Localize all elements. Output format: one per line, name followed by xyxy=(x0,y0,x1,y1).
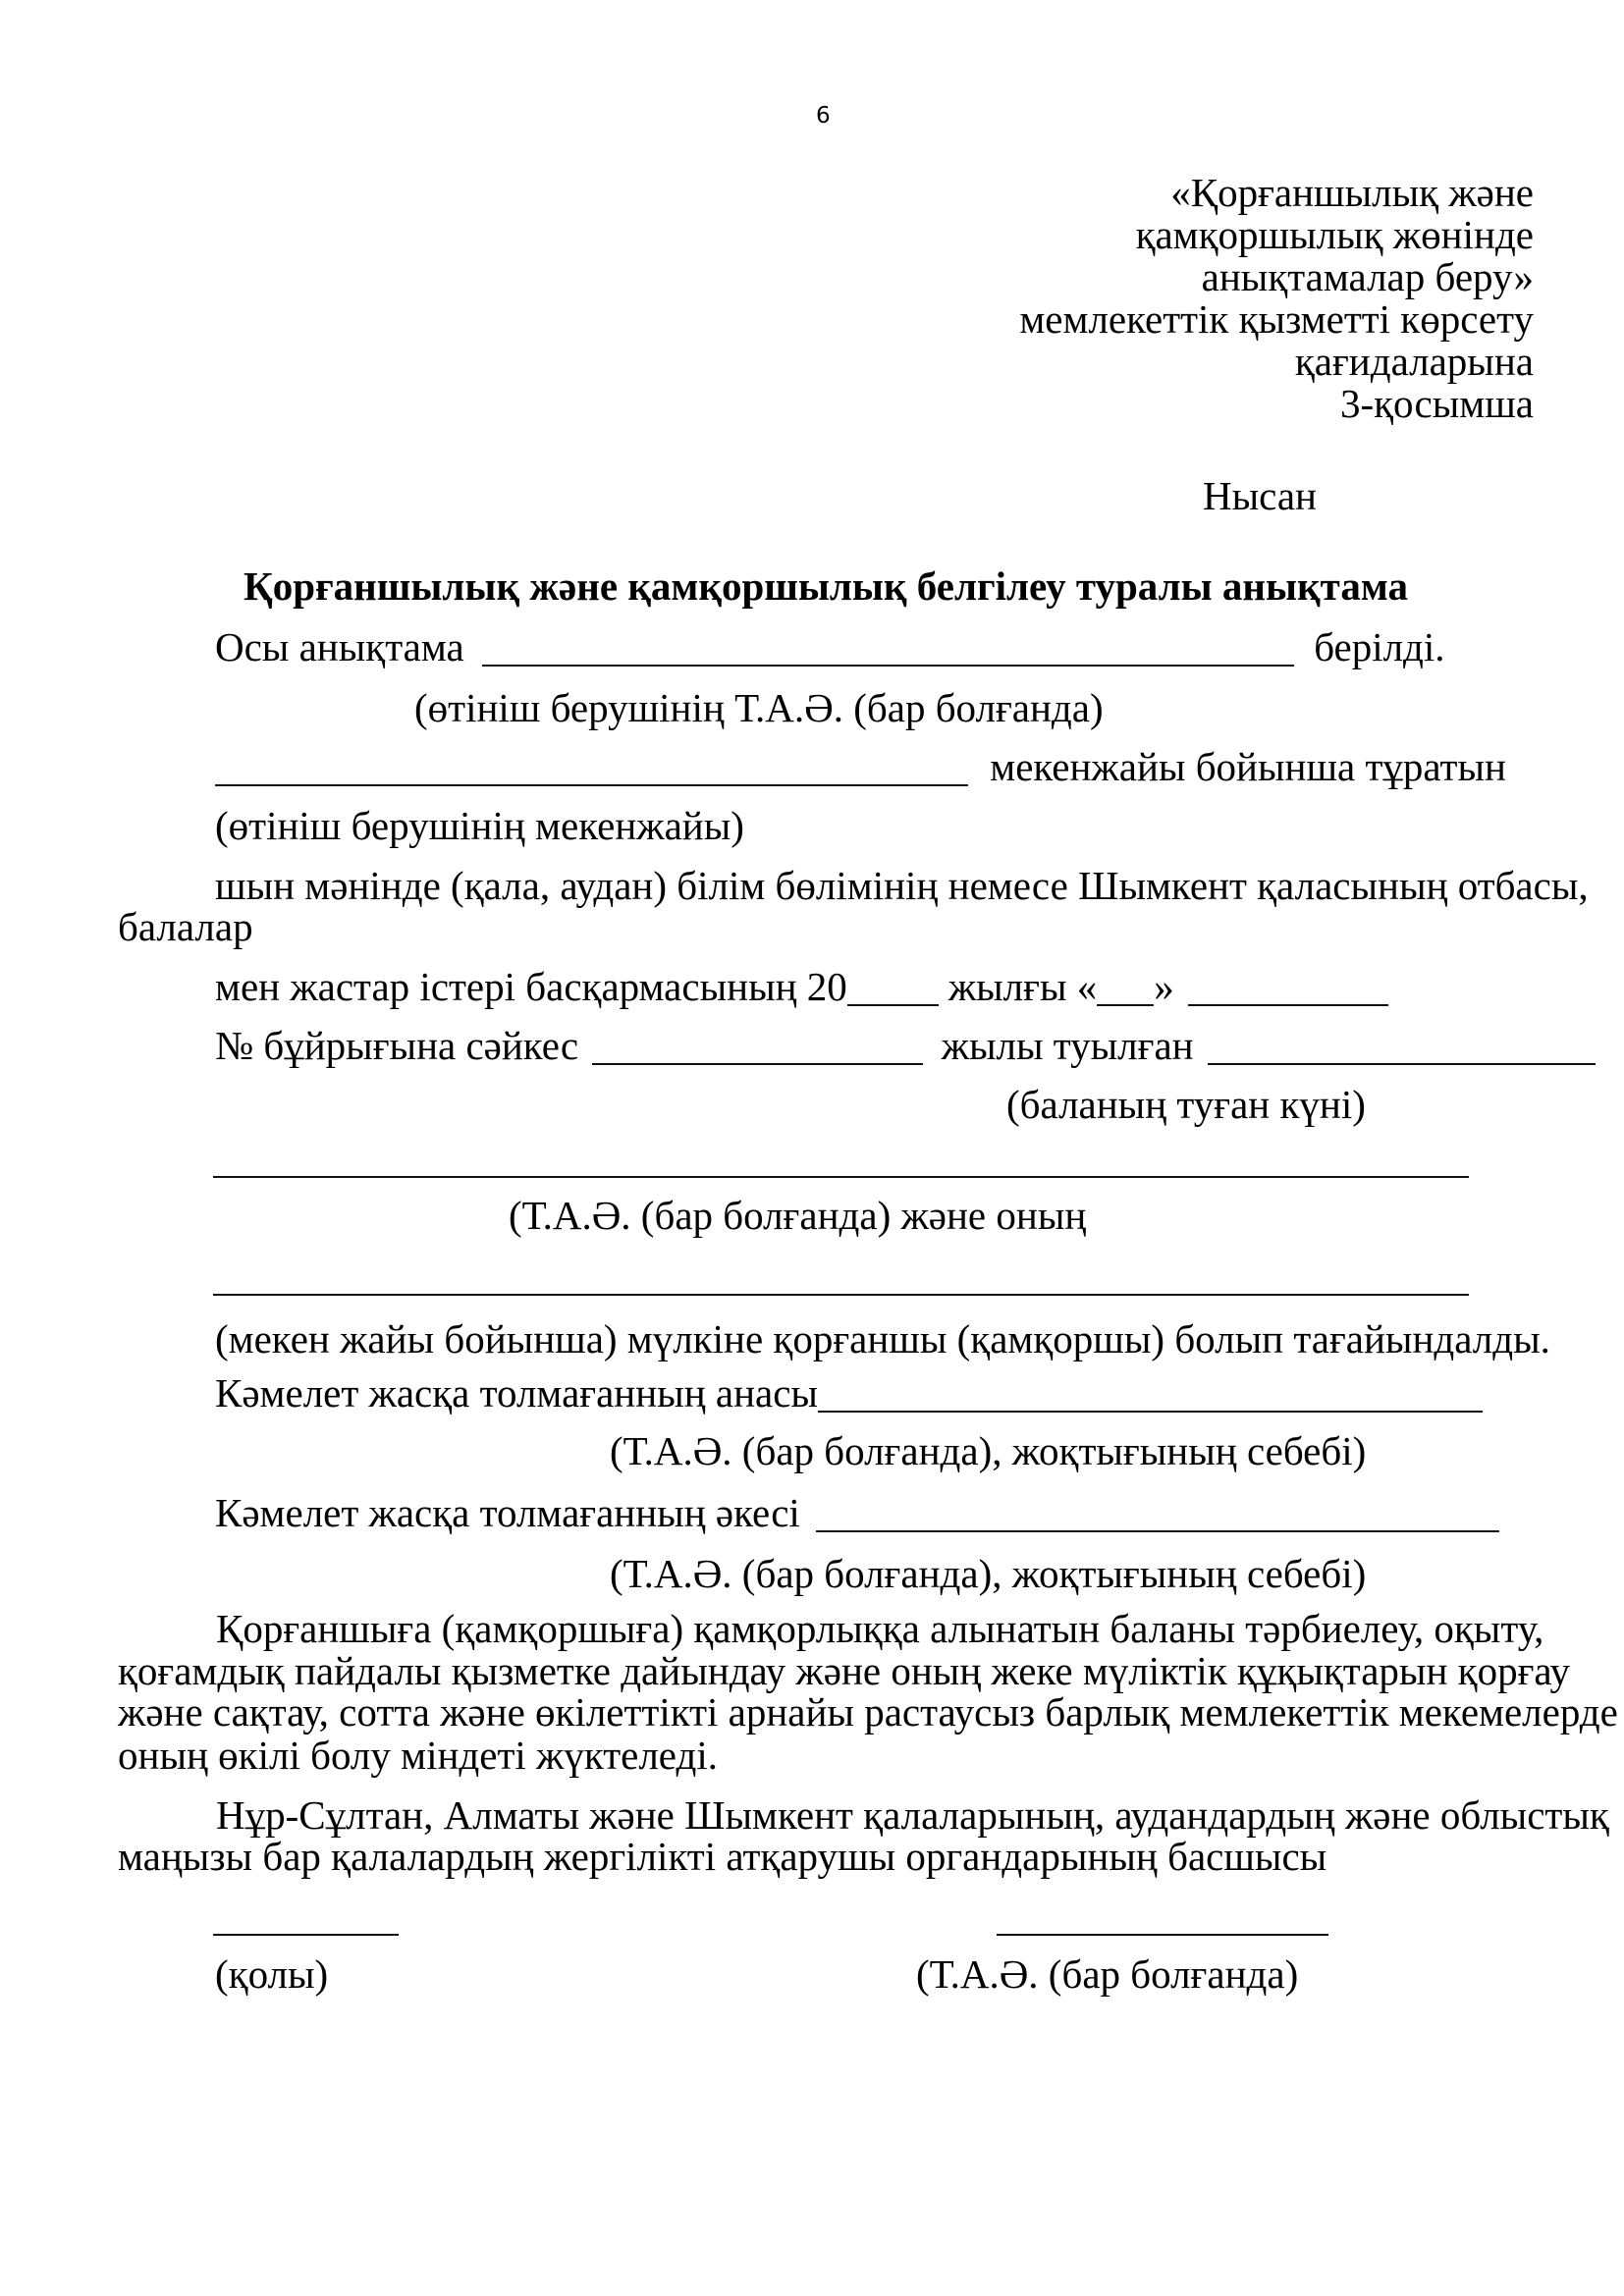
signature-caption: (қолы) xyxy=(215,1951,329,1997)
applicant-name-suffix: берілді. xyxy=(1314,624,1445,669)
mother-caption: (Т.А.Ә. (бар болғанда), жоқтығының себебі) xyxy=(610,1428,1367,1473)
signature-field[interactable] xyxy=(213,1934,399,1936)
applicant-address-field[interactable] xyxy=(215,783,968,786)
order-year-label: жылғы « xyxy=(947,964,1098,1009)
applicant-address-row xyxy=(215,744,1506,789)
signatory-name-field[interactable] xyxy=(997,1934,1328,1936)
duties-line: және сақтау, сотта және өкілеттікті арнайы растаусыз барлық мемлекеттік мекемелерде xyxy=(118,1689,1618,1735)
applicant-address-suffix: мекенжайы бойынша тұратын xyxy=(990,744,1506,789)
father-caption: (Т.А.Ә. (бар болғанда), жоқтығының себебі) xyxy=(610,1551,1367,1596)
child-name-field[interactable] xyxy=(213,1176,1469,1178)
order-number-prefix: № бұйрығына сәйкес xyxy=(215,1023,579,1068)
header-reference-line: қағидаларына xyxy=(1294,339,1534,384)
header-reference-line: 3-қосымша xyxy=(1339,381,1534,426)
applicant-address-caption: (өтініш берушінің мекенжайы) xyxy=(215,803,744,848)
order-number-field[interactable] xyxy=(592,1062,923,1065)
form-label: Нысан xyxy=(1203,473,1317,518)
mother-field[interactable] xyxy=(818,1410,1483,1413)
applicant-name-field[interactable] xyxy=(482,664,1294,667)
born-label: жылы туылған xyxy=(941,1023,1194,1068)
order-date-prefix: мен жастар істері басқармасының 20 xyxy=(215,964,847,1009)
signatory-name-caption: (Т.А.Ә. (бар болғанда) xyxy=(916,1951,1299,1997)
father-label: Кәмелет жасқа толмағанның әкесі xyxy=(215,1490,800,1535)
header-reference-line: мемлекеттік қызметті көрсету xyxy=(1019,296,1534,342)
order-month-field[interactable] xyxy=(1188,1003,1388,1006)
applicant-name-row xyxy=(215,624,1445,669)
applicant-name-caption: (өтініш берушінің Т.А.Ә. (бар болғанда) xyxy=(414,685,1104,730)
order-number-row xyxy=(215,1023,1596,1068)
order-year-field[interactable] xyxy=(847,1003,939,1006)
signatory-line: Нұр-Сұлтан, Алматы және Шымкент қалаларының, аудандардың және облыстық xyxy=(216,1792,1609,1838)
child-name-caption: (Т.А.Ә. (бар болғанда) және оның xyxy=(509,1193,1087,1238)
father-field[interactable] xyxy=(816,1529,1499,1532)
header-reference-line: қамқоршылық жөнінде xyxy=(1135,212,1534,257)
property-caption: (мекен жайы бойынша) мүлкіне қорғаншы (қамқоршы) болып тағайындалды. xyxy=(215,1316,1550,1362)
signatory-line: маңызы бар қалалардың жергілікті атқарушы органдарының басшысы xyxy=(118,1834,1327,1879)
mother-label: Кәмелет жасқа толмағанның анасы xyxy=(215,1370,818,1415)
order-day-field[interactable] xyxy=(1097,1003,1154,1006)
duties-line: оның өкілі болу міндеті жүктеледі. xyxy=(118,1733,718,1778)
department-text-line: шын мәнінде (қала, аудан) білім бөлімінің немесе Шымкент қаласының отбасы, xyxy=(215,863,1589,908)
duties-line: Қорғаншыға (қамқоршыға) қамқорлыққа алынатын баланы тәрбиелеу, оқыту, xyxy=(216,1606,1544,1651)
department-text-line-wrap: балалар xyxy=(118,904,253,949)
header-reference-line: «Қорғаншылық және xyxy=(1170,170,1534,215)
child-dob-caption: (баланың туған күні) xyxy=(1006,1082,1366,1127)
header-reference-line: анықтамалар беру» xyxy=(1201,254,1534,299)
order-day-close: » xyxy=(1154,964,1174,1009)
mother-row xyxy=(215,1370,1483,1415)
child-dob-field[interactable] xyxy=(1208,1062,1596,1065)
document-title: Қорғаншылық және қамқоршылық белгілеу туралы анықтама xyxy=(244,563,1408,609)
father-row xyxy=(215,1490,1499,1535)
page-number: 6 xyxy=(816,103,831,129)
property-address-field[interactable] xyxy=(213,1294,1469,1296)
order-date-row xyxy=(215,964,1388,1009)
duties-line: қоғамдық пайдалы қызметке дайындау және оның жеке мүліктік құқықтарын қорғау xyxy=(118,1648,1571,1693)
applicant-name-prefix: Осы анықтама xyxy=(215,624,464,669)
